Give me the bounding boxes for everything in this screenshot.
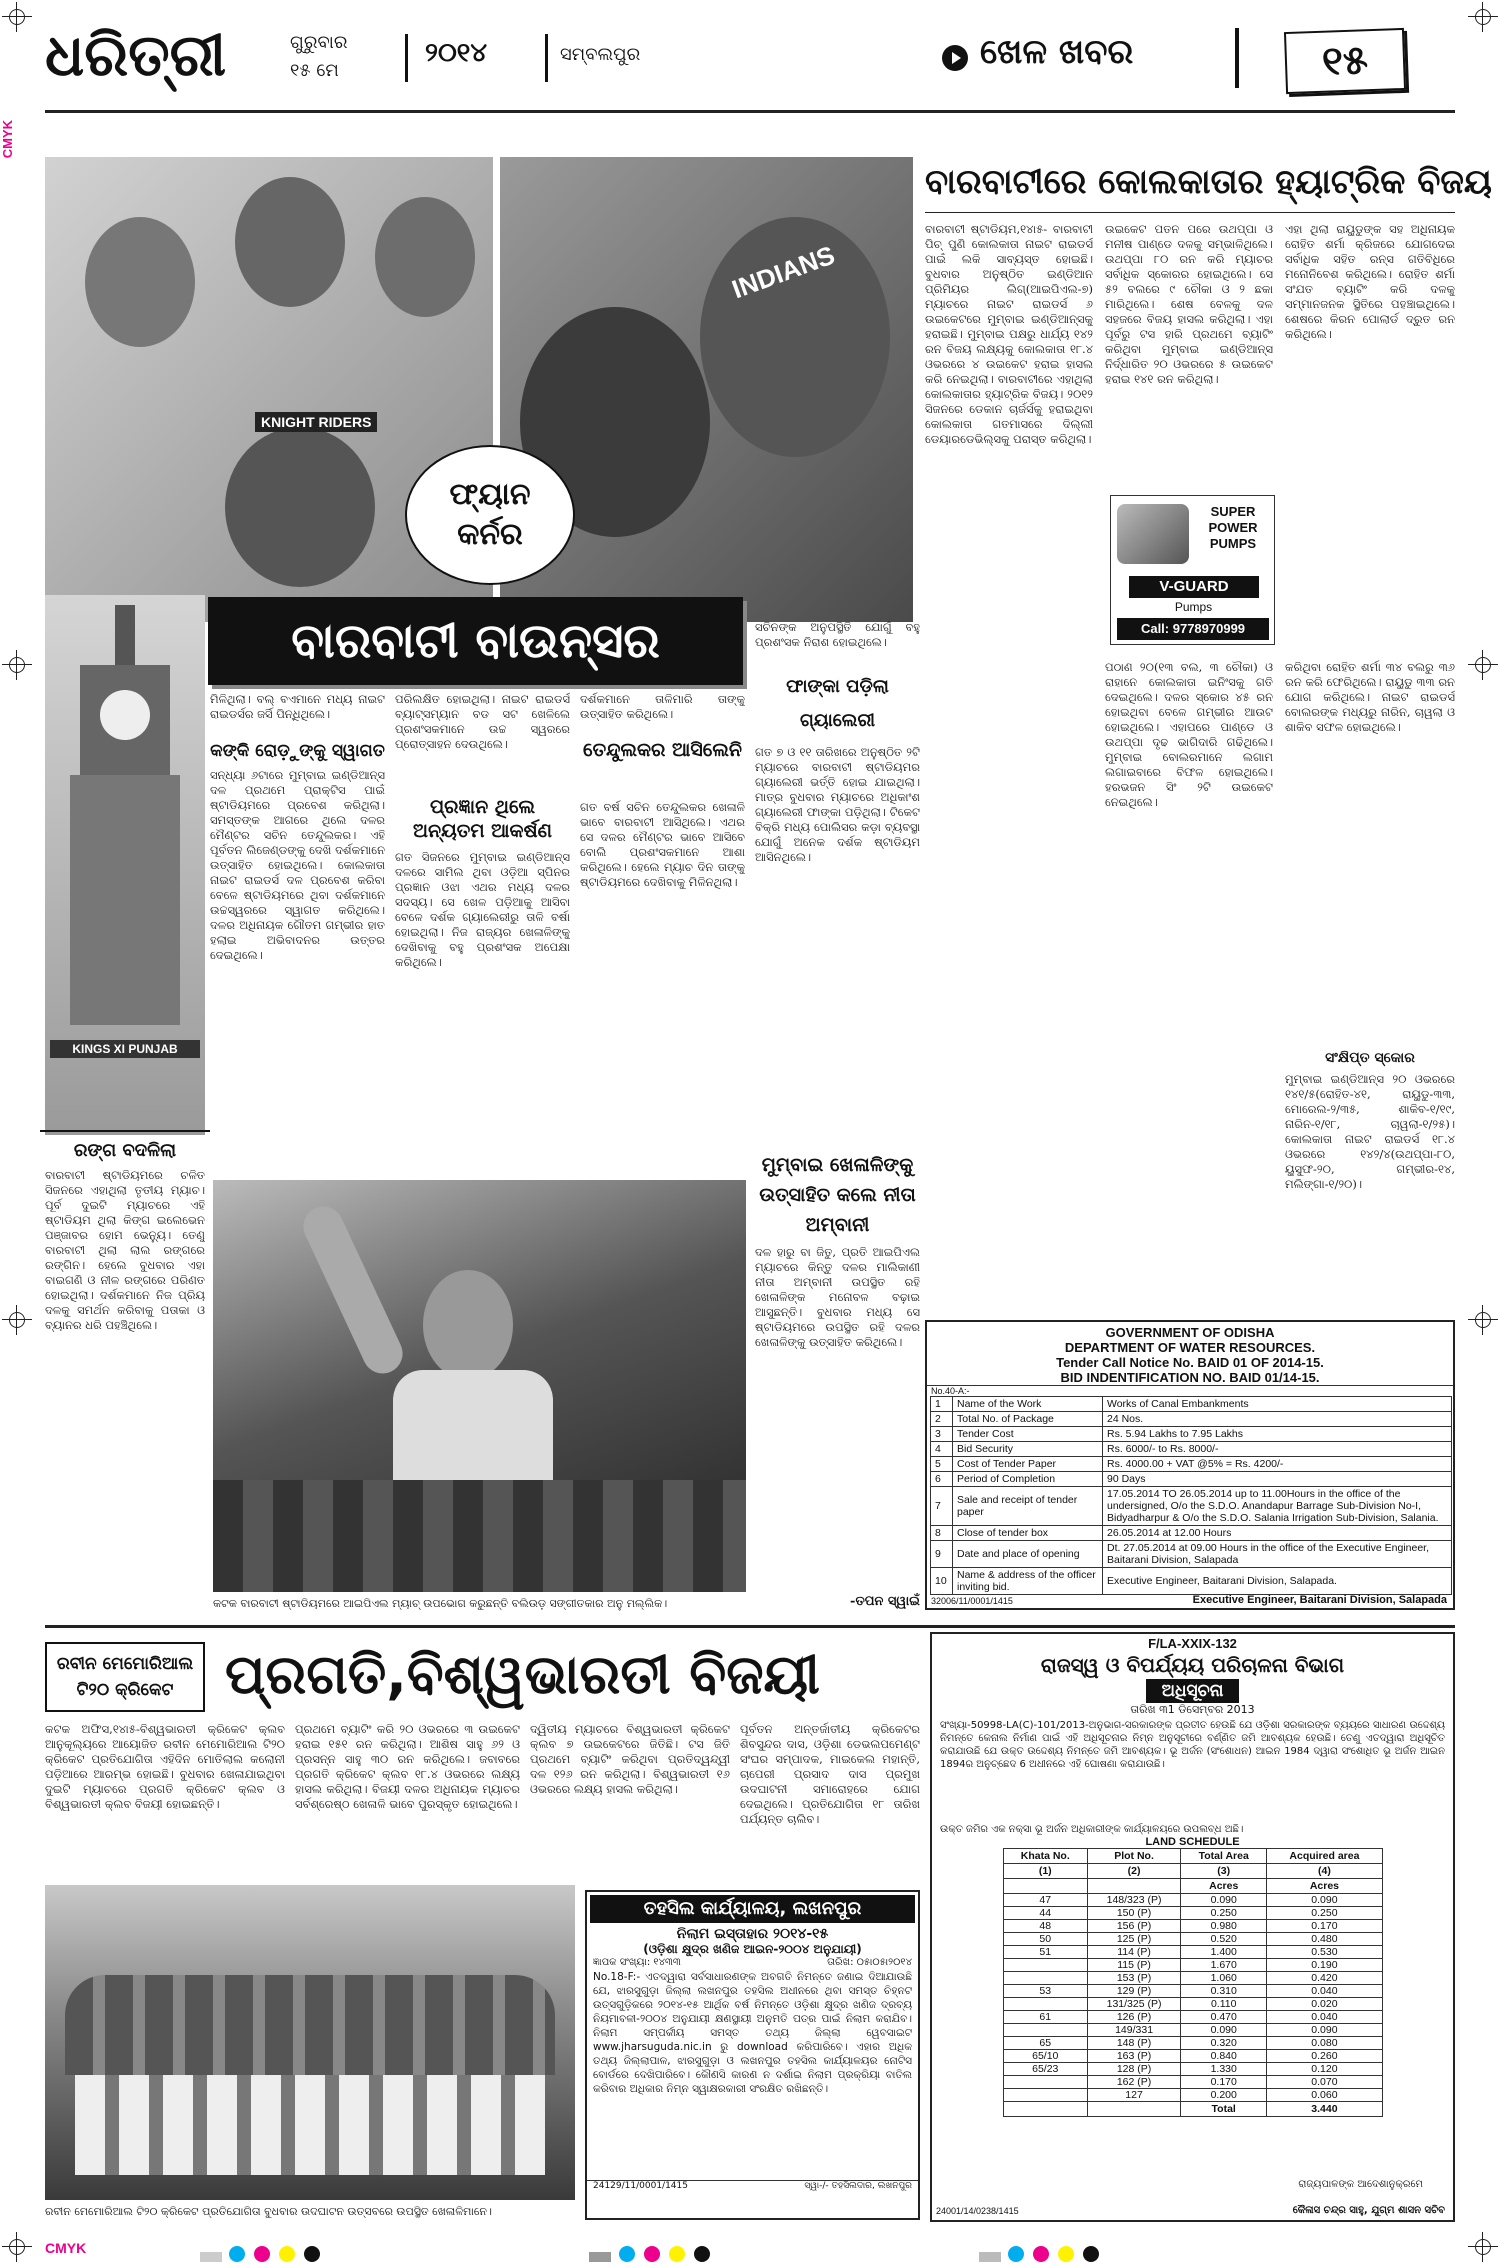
tender-row-number: 3 [931, 1427, 953, 1442]
face-shape [85, 217, 195, 347]
ad-brand-top: SUPER POWER PUMPS [1208, 504, 1258, 551]
land-cell: 0.520 [1181, 1933, 1267, 1946]
land-row [1003, 2063, 1382, 2076]
land-cell: 0.090 [1267, 2024, 1382, 2037]
sub-head-welcome: କଙ୍କି ରୋଡ଼ୁଙ୍କୁ ସ୍ୱାଗତ [210, 741, 385, 761]
main-story-col-1: ବାରବାଟୀ ଷ୍ଟାଡିୟମ,୧୪ା୫- ବାରବାଟୀ ପିଚ୍ ପୁଣି କୋଲକାତା ନାଇଟ ରାଇଡର୍ସ ପାଇଁ ଲକି ସାବ୍ୟସ୍ତ ହୋଇଛି। ବୁଧବାର ଅନୁଷ୍ଠିତ ଇଣ୍ଡିଆନ ପ୍ରିମିୟର ଲିଗ୍(ଆଇପିଏଲ-୭) ମ୍ୟାଚରେ ନାଇଟ ରାଇଡର୍ସ ୬ ଉଇକେଟରେ ମୁମ୍ବାଇ ଇଣ୍ଡିଆନ୍ସକୁ ହରାଇଛି। ମୁମ୍ବାଇ ପକ୍ଷରୁ ଧାର୍ଯ୍ୟ ୧୪୨ ରନ ବିଜୟ ଲକ୍ଷ୍ୟକୁ କୋଲକାତା ୧୮.୪ ଓଭରରେ ୪ ଉଇକେଟ ହରାଇ ହାସଲ କରି ନେଇଥିଲା। ବାରବାଟୀରେ ଏହାଥିଲା କୋଲକାତାର ହ୍ୟାଟ୍ରିକ ବିଜୟ। ୨୦୧୨ ସିଜନରେ ଡେକାନ ଚାର୍ଜର୍ସକୁ ହରାଇଥିବା କୋଲକାତା ଗତମାସରେ ଦିଲ୍ଲୀ ଡେୟାରଡେଭିଲ୍ସକୁ ପରାସ୍ତ କରିଥିଲା। [925, 222, 1093, 446]
colour-swatch [200, 2252, 222, 2262]
land-department: ରାଜସ୍ୱ ଓ ବିପର୍ଯ୍ୟୟ ପରିଚାଳନା ବିଭାଗ [1040, 1653, 1345, 1677]
auction-subtitle-2: (ଓଡ଼ିଶା କ୍ଷୁଦ୍ର ଖଣିଜ ଆଇନ-୨୦୦୪ ଅନୁଯାୟୀ) [643, 1942, 862, 1956]
tender-row-value: Rs. 5.94 Lakhs to 7.95 Lakhs [1103, 1427, 1452, 1442]
sub-head-tendulkar: ତେନ୍ଦୁଲକର ଆସିଲେନି [583, 739, 742, 761]
land-total-cell [1088, 2102, 1181, 2117]
land-row [1003, 1894, 1382, 1907]
land-cell: 115 (P) [1088, 1959, 1181, 1972]
registration-mark [1468, 2, 1498, 32]
auction-notice [585, 1890, 920, 2220]
face-shape [225, 427, 375, 587]
tender-row [931, 1442, 1452, 1457]
cmyk-bottom-label: CMYK [45, 2240, 87, 2256]
land-cell: 0.120 [1267, 2063, 1382, 2076]
anu-malik-caption: କଟକ ବାରବାଟୀ ଷ୍ଟାଡିୟମରେ ଆଇପିଏଲ ମ୍ୟାଚ୍ ଉପଭୋଗ କରୁଛନ୍ତି ବଲିଉଡ଼ ସଙ୍ଗୀତକାର ଅନୁ ମଲ୍ଲିକ। [213, 1597, 668, 1610]
colour-dot-magenta [644, 2246, 660, 2262]
tender-row [931, 1568, 1452, 1595]
main-headline: ବାରବାଟୀରେ କୋଲକାତାର ହ୍ୟାଟ୍ରିକ ବିଜୟ [925, 162, 1492, 202]
tender-row-field: Sale and receipt of tender paper [953, 1487, 1103, 1526]
byline: -ତପନ ସ୍ୱାଇଁ [850, 1594, 920, 1609]
land-row [1003, 1985, 1382, 1998]
registration-mark [1468, 1305, 1498, 1335]
land-date: ତାରିଖ ୩1 ଡିସେମ୍ବର 2013 [1130, 1703, 1255, 1716]
colour-dot-black [694, 2246, 710, 2262]
land-cell: 148/323 (P) [1088, 1894, 1181, 1907]
land-header-cell: Acres [1267, 1879, 1382, 1894]
tower-spire [115, 605, 135, 665]
tower-sign: KINGS XI PUNJAB [50, 1040, 200, 1058]
tender-notice [925, 1320, 1455, 1610]
tender-row [931, 1427, 1452, 1442]
tender-row [931, 1541, 1452, 1568]
cricket-col-mid-2: ଦ୍ୱିତୀୟ ମ୍ୟାଚରେ ବିଶ୍ୱଭାରତୀ କ୍ରିକେଟ କ୍ଲବ ୭ ଉଇକେଟରେ ଜିତିଛି। ଟସ ଜିତି ପ୍ରଥମେ ବ୍ୟାଟିଂ କରିଥିବା ପ୍ରତିଦ୍ୱନ୍ଦ୍ୱୀ ଦଳ ୧୨୬ ରନ କରିଥିଲା। ବିଶ୍ୱଭାରତୀ ୧୬ ଓଭରରେ ଲକ୍ଷ୍ୟ ହାସଲ କରିଥିଲା। [530, 1722, 730, 1796]
land-cell: 127 [1088, 2089, 1181, 2102]
land-header-row [1003, 1864, 1382, 1879]
land-notice-title: ଅଧିସୂଚନା [1146, 1679, 1240, 1703]
land-cell: 0.190 [1267, 1959, 1382, 1972]
feature-headline-box [208, 597, 743, 685]
tender-row [931, 1487, 1452, 1526]
colour-bar [200, 2246, 1300, 2260]
land-cell: 1.670 [1181, 1959, 1267, 1972]
land-header-cell [1088, 1879, 1181, 1894]
tender-row-field: Close of tender box [953, 1526, 1103, 1541]
land-cell: 0.260 [1267, 2050, 1382, 2063]
brief-score-text: ମୁମ୍ବାଇ ଇଣ୍ଡିଆନ୍ସ ୨୦ ଓଭରରେ ୧୪୧/୫(ରୋହିତ-୪୧, ରାୟୁଡୁ-୩୩, ମୋରେଲ-୨/୩୫, ଶାକିବ-୧/୧୯, ନାରିନ-୧/୧୮, ଚାୱଲା-୧/୨୫)। କୋଲକାତା ନାଇଟ ରାଇଡର୍ସ ୧୮.୪ ଓଭରରେ ୧୪୨/୪(ଉଥପ୍ପା-୮୦, ୟୁସୁଫ-୨୦, ଗମ୍ଭୀର-୧୪, ମଲିଙ୍ଗା-୧/୨୦)। [1285, 1072, 1455, 1191]
land-header-cell: Total Area [1181, 1849, 1267, 1864]
land-cell: 0.480 [1267, 1933, 1382, 1946]
cricket-headline: ପ୍ରଗତି,ବିଶ୍ୱଭାରତୀ ବିଜୟୀ [225, 1643, 820, 1706]
land-header-cell: (3) [1181, 1864, 1267, 1879]
person-head [423, 1270, 513, 1380]
land-cell: 148 (P) [1088, 2037, 1181, 2050]
land-cell: 0.170 [1267, 1920, 1382, 1933]
land-header-cell: (4) [1267, 1864, 1382, 1879]
play-icon [942, 45, 968, 71]
masthead-day: ଗୁରୁବାର [290, 32, 348, 53]
tender-row-value: Dt. 27.05.2014 at 09.00 Hours in the office of the Executive Engineer, Baitarani Division, Salapada [1103, 1541, 1452, 1568]
feature-col-3-top: ଦର୍ଶକମାନେ ତାଳିମାରି ତାଙ୍କୁ ଉତ୍ସାହିତ କରିଥିଲେ। [580, 692, 745, 721]
tender-table [930, 1396, 1452, 1595]
land-cell: 0.080 [1267, 2037, 1382, 2050]
page-number-box [1284, 28, 1406, 94]
land-cell: 1.060 [1181, 1972, 1267, 1985]
clock-face [100, 690, 150, 740]
land-cell: 0.090 [1181, 1894, 1267, 1907]
auction-date: ତାରିଖ: ୦୫ା୦୫ା୨୦୧୪ [827, 1957, 912, 1968]
land-notice [930, 1632, 1455, 2222]
cmyk-side-label: CMYK [0, 120, 15, 159]
tender-row-field: Date and place of opening [953, 1541, 1103, 1568]
land-cell: 50 [1003, 1933, 1088, 1946]
land-cell: 65/23 [1003, 2063, 1088, 2076]
land-row [1003, 2089, 1382, 2102]
masthead-date: ୧୫ ମେ [290, 60, 339, 81]
land-cell: 0.040 [1267, 1985, 1382, 1998]
land-row [1003, 2050, 1382, 2063]
land-cell: 149/331 [1088, 2024, 1181, 2037]
colour-dot-cyan [1008, 2246, 1024, 2262]
colour-dot-yellow [669, 2246, 685, 2262]
land-cell: 0.840 [1181, 2050, 1267, 2063]
colour-dot-magenta [254, 2246, 270, 2262]
masthead-logo: ଧରିତ୍ରୀ [45, 21, 227, 89]
sub-head-nita-ambani: ମୁମ୍ବାଇ ଖେଳାଳିଙ୍କୁ ଉତ୍ସାହିତ କଲେ ନୀତା ଅମ୍ବାନୀ [759, 1154, 916, 1236]
ad-brand: V-GUARD [1129, 576, 1259, 598]
land-row [1003, 1959, 1382, 1972]
land-cell: 125 (P) [1088, 1933, 1181, 1946]
feature-col-1-top: ମିଳିଥିଲା। ବଲ୍ ବଏମାନେ ମଧ୍ୟ ନାଇଟ ରାଇଡର୍ସର ଜର୍ସି ପିନ୍ଧିଥିଲେ। [210, 692, 385, 721]
page-number: ୧୫ [1321, 37, 1369, 85]
rule [40, 1130, 210, 1132]
tender-row-value: Rs. 4000.00 + VAT @5% = Rs. 4200/- [1103, 1457, 1452, 1472]
land-cell: 0.980 [1181, 1920, 1267, 1933]
land-cell: 0.420 [1267, 1972, 1382, 1985]
ad-phone: Call: 9778970999 [1117, 618, 1269, 640]
masthead-year: ୨୦୧୪ [425, 38, 487, 68]
tender-row-number: 1 [931, 1397, 953, 1412]
land-schedule-title: LAND SCHEDULE [1145, 1836, 1240, 1848]
land-cell: 47 [1003, 1894, 1088, 1907]
land-cell: 0.310 [1181, 1985, 1267, 1998]
crowd [213, 1480, 746, 1592]
land-row [1003, 1946, 1382, 1959]
colour-dot-yellow [1058, 2246, 1074, 2262]
colour-dot-cyan [229, 2246, 245, 2262]
cricket-col-right: ପୂର୍ବତନ ଅନ୍ତର୍ଜାତୀୟ କ୍ରିକେଟର ଶିବସୁନ୍ଦର ଦାସ, ଓଡ଼ିଶା ଡେଭଲପମେଣ୍ଟ ସଂଘର ସମ୍ପାଦକ, ମାଇକେଲ ମହାନ୍ତି, ଚାପେରୀ ପ୍ରସାଦ ଦାସ ପ୍ରମୁଖ ଉଦଘାଟନୀ ସମାରୋହରେ ଯୋଗ ଦେଇଥିଲେ। ପ୍ରତିଯୋଗିତା ୧୮ ତାରିଖ ପର୍ଯ୍ୟନ୍ତ ଚାଲିବ। [740, 1722, 920, 1826]
land-header-row [1003, 1879, 1382, 1894]
colour-dot-yellow [279, 2246, 295, 2262]
auction-body: No.18-F:- ଏତଦ୍ୱାରା ସର୍ବସାଧାରଣଙ୍କ ଅବଗତି ନିମନ୍ତେ ଜଣାଇ ଦିଆଯାଉଛି ଯେ, ଝାରସୁଗୁଡ଼ା ଜିଲ୍ଲା ଲଖନପୁର ତହସିଲ ଅଧୀନରେ ଥିବା ସମସ୍ତ ଚିହ୍ନଟ ଉତ୍ସଗୁଡ଼ିକରେ ୨୦୧୪-୧୫ ଆର୍ଥିକ ବର୍ଷ ନିମନ୍ତେ ଓଡ଼ିଶା କ୍ଷୁଦ୍ର ଖଣିଜ ଦ୍ରବ୍ୟ ନିୟମାବଳୀ-୨୦୦୪ ଅନୁଯାୟୀ କ୍ଷଣସ୍ଥାୟୀ ଅନୁମତି ପତ୍ର ପାଇଁ ନିଲାମ କରାଯିବ। ନିଲାମ ସମ୍ପର୍କୀୟ ସମସ୍ତ ତଥ୍ୟ ଜିଲ୍ଲା ୱେବସାଇଟ www.jharsuguda.nic.in ରୁ download କରିପାରିବେ। ଏହାର ଅଧିକ ତଥ୍ୟ ଜିଲ୍ଲାପାଳ, ଝାରସୁଗୁଡ଼ା ଓ ଲଖନପୁର ତହସିଲ କାର୍ଯ୍ୟାଳୟର ନୋଟିସ ବୋର୍ଡରେ ଦେଖିପାରିବେ। କୌଣସି କାରଣ ନ ଦର୍ଶାଇ ନିଲାମ ପ୍ରକ୍ରିୟା ବାତିଲ କରିବାର ଅଧିକାର ନିମ୍ନ ସ୍ୱାକ୍ଷରକାରୀ ସଂରକ୍ଷିତ ରଖିଛନ୍ତି। [593, 1971, 912, 2095]
main-story-col-2: ଉଇକେଟ ପତନ ପରେ ଉଥପ୍ପା ଓ ମନୀଷ ପାଣ୍ଡେ ଦଳକୁ ସମ୍ଭାଳିଥିଲେ। ଉଥପ୍ପା ୮୦ ରନ କରି ମ୍ୟାଚର ସର୍ବାଧିକ ସ୍କୋରର ହୋଇଥିଲେ। ସେ ୫୨ ବଲରେ ୯ ଚୌକା ଓ ୨ ଛକା ମାରିଥିଲେ। ଶେଷ ବେଳକୁ ଦଳ ସହଜରେ ବିଜୟ ହାସଲ କରିଥିଲା। ଏହା ପୂର୍ବରୁ ଟସ ହାରି ପ୍ରଥମେ ବ୍ୟାଟିଂ କରିଥିବା ମୁମ୍ବାଇ ଇଣ୍ଡିଆନ୍ସ ନିର୍ଦ୍ଧାରିତ ୨୦ ଓଭରରେ ୫ ଉଇକେଟ ହରାଇ ୧୪୧ ରନ କରିଥିଲା। [1105, 222, 1273, 386]
land-header-cell: Acquired area [1267, 1849, 1382, 1864]
colour-dot-cyan [619, 2246, 635, 2262]
auction-subtitle: ନିଲାମ ଇସ୍ତାହାର ୨୦୧୪-୧୫ [676, 1926, 829, 1942]
tender-row-field: Period of Completion [953, 1472, 1103, 1487]
land-cell: 0.470 [1181, 2011, 1267, 2024]
colour-swatch [589, 2252, 611, 2262]
land-cell: 0.090 [1267, 1894, 1382, 1907]
tender-no-label: No.40-A:- [931, 1386, 970, 1396]
tender-row-field: Tender Cost [953, 1427, 1103, 1442]
land-cell: 114 (P) [1088, 1946, 1181, 1959]
tender-row [931, 1526, 1452, 1541]
land-cell: 0.530 [1267, 1946, 1382, 1959]
cricket-photo-caption: ରବୀନ ମେମୋରିଆଲ ଟି୨୦ କ୍ରିକେଟ ପ୍ରତିଯୋଗିତା ବୁଧବାର ଉଦଘାଟନ ଉତ୍ସବରେ ଉପସ୍ଥିତ ଖେଳାଳିମାନେ। [45, 2205, 492, 2218]
land-row [1003, 2037, 1382, 2050]
feature-col-2-top: ପରିଲକ୍ଷିତ ହୋଇଥିଲା। ନାଇଟ ରାଇଡର୍ସ ବ୍ୟାଟ୍ସମ୍ୟାନ ବଡ ସଟ ଖେଳିଲେ ପ୍ରଶଂସକମାନେ ଉଚ୍ଚ ସ୍ୱରରେ ପ୍ରୋତ୍ସାହନ ଦେଉଥିଲେ। [395, 692, 570, 751]
tender-row-field: Total No. of Package [953, 1412, 1103, 1427]
anu-malik-photo [213, 1180, 746, 1592]
tender-row-number: 6 [931, 1472, 953, 1487]
tender-title-1: GOVERNMENT OF ODISHA [1105, 1325, 1275, 1340]
registration-mark [2, 1305, 32, 1335]
land-body-2: ଉକ୍ତ ଜମିର ଏକ ନକ୍ସା ଭୂ ଅର୍ଜନ ଅଧିକାରୀଙ୍କ କାର୍ଯ୍ୟାଳୟରେ ଉପଲବ୍ଧ ଅଛି। [940, 1824, 1244, 1835]
auction-footer-code: 24129/11/0001/1415 [593, 2181, 688, 2191]
registration-mark [1468, 2232, 1498, 2262]
land-ref: F/LA-XXIX-132 [1148, 1636, 1237, 1651]
main-story-col-3-lower: କରିଥିବା ରୋହିତ ଶର୍ମା ୩୪ ବଲରୁ ୩୬ ରନ କରି ଫେରିଥିଲେ। ରାୟୁଡୁ ୩୩ ରନ ଯୋଗ କରିଥିଲେ। ନାଇଟ ରାଇଡର୍ସ ବୋଲରଙ୍କ ମଧ୍ୟରୁ ନାରିନ, ଚାୱଲା ଓ ଶାକିବ ସଫଳ ହୋଇଥିଲେ। [1285, 660, 1455, 734]
land-cell: 0.170 [1181, 2076, 1267, 2089]
land-cell: 0.320 [1181, 2037, 1267, 2050]
tender-row-value: 17.05.2014 TO 26.05.2014 up to 11.00Hours in the office of the undersigned, O/o the S.D.O. Anandapur Barrage Sub-Division No-I, Bidyadharpur & O/o the S.D.O. Salania Irrigation Sub-Division, Salania. [1103, 1487, 1452, 1526]
tender-footer-signature: Executive Engineer, Baitarani Division, Salapada [1192, 1594, 1447, 1606]
tender-row [931, 1457, 1452, 1472]
land-header-cell: (2) [1088, 1864, 1181, 1879]
land-header-cell: (1) [1003, 1864, 1088, 1879]
tender-row-field: Bid Security [953, 1442, 1103, 1457]
land-row [1003, 2011, 1382, 2024]
land-cell: 65 [1003, 2037, 1088, 2050]
land-cell [1003, 1998, 1088, 2011]
masthead-rule [45, 110, 1455, 113]
tender-row-value: 90 Days [1103, 1472, 1452, 1487]
colour-dot-magenta [1033, 2246, 1049, 2262]
fan-corner-badge [405, 445, 575, 585]
feature-headline: ବାରବାଟୀ ବାଉନ୍ସର [291, 613, 660, 669]
land-header-cell: Khata No. [1003, 1849, 1088, 1864]
land-header-row [1003, 1849, 1382, 1864]
land-cell: 129 (P) [1088, 1985, 1181, 1998]
ad-product: Pumps [1174, 600, 1213, 614]
face-shape [235, 177, 345, 307]
tower-body [70, 775, 180, 1025]
land-cell: 156 (P) [1088, 1920, 1181, 1933]
tender-footer-code: 32006/11/0001/1415 [931, 1596, 1013, 1606]
land-cell: 0.070 [1267, 2076, 1382, 2089]
masthead [45, 18, 1455, 113]
feature-col-4-top: ସଚିନଙ୍କ ଅନୁପସ୍ଥିତି ଯୋଗୁଁ ବହୁ ପ୍ରଶଂସକ ନିରାଶ ହୋଇଥିଲେ। [755, 620, 920, 649]
land-cell: 0.250 [1181, 1907, 1267, 1920]
cricket-col-left: କଟକ ଅଫିସ,୧୪ା୫-ବିଶ୍ୱଭାରତୀ କ୍ରିକେଟ କ୍ଲବ ଆନୁକୂଲ୍ୟରେ ଆୟୋଜିତ ରବୀନ ମେମୋରିଆଲ ଟି୨୦ କ୍ରିକେଟ ପ୍ରତିଯୋଗିତା ଏହିଦିନ ମୋତିଲାଲ କଲୋନୀ ପଡ଼ିଆରେ ଆରମ୍ଭ ହୋଇଛି। ବୁଧବାର ଖେଳାଯାଇଥିବା ଦୁଇଟି ମ୍ୟାଚରେ ପ୍ରଗତି କ୍ରିକେଟ କ୍ଲବ ଓ ବିଶ୍ୱଭାରତୀ କ୍ଲବ ବିଜୟୀ ହୋଇଛନ୍ତି। [45, 1722, 285, 1811]
land-cell: 0.090 [1181, 2024, 1267, 2037]
tender-row-field: Name of the Work [953, 1397, 1103, 1412]
cricket-team-photo [45, 1885, 575, 2200]
land-cell: 1.330 [1181, 2063, 1267, 2076]
registration-mark [2, 2232, 32, 2262]
tender-row-field: Cost of Tender Paper [953, 1457, 1103, 1472]
feature-col-4-lower: ଦଳ ହାରୁ ବା ଜିତୁ, ପ୍ରତି ଆଇପିଏଲ ମ୍ୟାଚରେ କିନ୍ତୁ ଦଳର ମାଲିକାଣୀ ନୀତା ଅମ୍ବାନୀ ଉପସ୍ଥିତ ରହି ଖେଳାଳିଙ୍କ ମନୋବଳ ବଢ଼ାଇ ଆସୁଛନ୍ତି। ବୁଧବାର ମଧ୍ୟ ସେ ଷ୍ଟାଡିୟମରେ ଉପସ୍ଥିତ ରହି ଦଳର ଖେଳାଳିଙ୍କୁ ଉତ୍ସାହିତ କରିଥିଲେ। [755, 1245, 920, 1349]
colour-dot-black [1083, 2246, 1099, 2262]
tender-row-number: 10 [931, 1568, 953, 1595]
raised-arm [297, 1200, 409, 1380]
tender-row-value: Rs. 6000/- to Rs. 8000/- [1103, 1442, 1452, 1457]
cricket-col-mid: ପ୍ରଥମେ ବ୍ୟାଟିଂ କରି ୨୦ ଓଭରରେ ୩ ଉଇକେଟ ହରାଇ ୧୫୧ ରନ କରିଥିଲା। ଆଶିଷ ସାହୁ ୬୨ ଓ ପ୍ରସନ୍ନ ସାହୁ ୩୦ ରନ କରିଥିଲେ। ଜବାବରେ ପ୍ରଗତି କ୍ରିକେଟ କ୍ଲବ ୧୮.୪ ଓଭରରେ ଲକ୍ଷ୍ୟ ହାସଲ କରିଥିଲା। ବିଜୟୀ ଦଳର ଅଧିନାୟକ ମ୍ୟାଚର ସର୍ବଶ୍ରେଷ୍ଠ ଖେଳାଳି ଭାବେ ପୁରସ୍କୃତ ହୋଇଥିଲେ। [295, 1722, 520, 1811]
land-row [1003, 2024, 1382, 2037]
land-row [1003, 1998, 1382, 2011]
tender-row-number: 7 [931, 1487, 953, 1526]
registration-mark [2, 2, 32, 32]
tender-row-number: 2 [931, 1412, 953, 1427]
registration-mark [1468, 650, 1498, 680]
face-shape [375, 197, 475, 317]
land-row [1003, 1933, 1382, 1946]
main-story-col-2-lower: ପଠାଣ ୨୦(୧୩ ବଲ, ୩ ଚୌକା) ଓ ରାହାନେ କୋଲକାତା ଇନିଂସକୁ ଗତି ଦେଇଥିଲେ। ଦଳର ସ୍କୋର ୪୫ ରନ ହୋଇଥିବା ବେଳେ ଗମ୍ଭୀର ଆଉଟ ହୋଇଥିଲେ। ଏହାପରେ ପାଣ୍ଡେ ଓ ଉଥପ୍ପା ଦୃଢ ଭାଗିଦାରି ଗଢିଥିଲେ। ମୁମ୍ବାଇ ବୋଲରମାନେ ଲଗାମ ଲଗାଇବାରେ ବିଫଳ ହୋଇଥିଲେ। ହରଭଜନ ସିଂ ୨ଟି ଉଇକେଟ ନେଇଥିଲେ। [1105, 660, 1273, 809]
land-cell: 163 (P) [1088, 2050, 1181, 2063]
team-row-front [75, 2075, 545, 2175]
land-cell: 0.020 [1267, 1998, 1382, 2011]
land-cell: 61 [1003, 2011, 1088, 2024]
tender-row-field: Name & address of the officer inviting bid. [953, 1568, 1103, 1595]
brief-score-title: ସଂକ୍ଷିପ୍ତ ସ୍କୋର [1325, 1050, 1415, 1066]
land-cell: 53 [1003, 1985, 1088, 1998]
land-cell: 1.400 [1181, 1946, 1267, 1959]
feature-col-4: ଗତ ୭ ଓ ୧୧ ତାରିଖରେ ଅନୁଷ୍ଠିତ ୨ଟି ମ୍ୟାଚରେ ବାରବାଟୀ ଷ୍ଟାଡିୟମର ଗ୍ୟାଲେରୀ ଭର୍ତ୍ତି ହୋଇ ଯାଇଥିଲା। ମାତ୍ର ବୁଧବାର ମ୍ୟାଚରେ ଅଧିକାଂଶ ଗ୍ୟାଲେରୀ ଫାଙ୍କା ପଡ଼ିଥିଲା। ଟିକେଟ ବିକ୍ରି ମଧ୍ୟ ପୋଲିସର କଡ଼ା ବ୍ୟବସ୍ଥା ଯୋଗୁଁ ଅନେକ ଦର୍ଶକ ଷ୍ଟାଡିୟମ ଆସିନଥିଲେ। [755, 745, 920, 864]
feature-col-2: ଗତ ସିଜନରେ ମୁମ୍ବାଇ ଇଣ୍ଡିଆନ୍ସ ଦଳରେ ସାମିଲ ଥିବା ଓଡ଼ିଆ ସ୍ପିନର ପ୍ରଜ୍ଞାନ ଓଝା ଏଥର ମଧ୍ୟ ଦଳର ସଦସ୍ୟ। ସେ ଖେଳ ପଡ଼ିଆକୁ ଆସିବା ବେଳେ ଦର୍ଶକ ଗ୍ୟାଲେରୀରୁ ତାଳି ବର୍ଷା ହୋଇଥିଲା। ନିଜ ରାଜ୍ୟର ଖେଳାଳିଙ୍କୁ ଦେଖିବାକୁ ବହୁ ପ୍ରଶଂସକ ଅପେକ୍ଷା କରିଥିଲେ। [395, 850, 570, 969]
vguard-ad [1110, 495, 1275, 645]
land-cell: 44 [1003, 1907, 1088, 1920]
tender-title-4: BID INDENTIFICATION NO. BAID 01/14-15. [927, 1370, 1453, 1386]
land-row [1003, 1972, 1382, 1985]
land-cell: 126 (P) [1088, 2011, 1181, 2024]
land-total-row [1003, 2102, 1382, 2117]
auction-memo: ଜ୍ଞାପକ ସଂଖ୍ୟା: ୧୪୩୩ [593, 1957, 681, 1968]
section-rule [45, 1625, 1455, 1628]
tender-row-number: 4 [931, 1442, 953, 1457]
land-schedule-table [1003, 1848, 1383, 2117]
land-row [1003, 1907, 1382, 1920]
divider [545, 34, 548, 82]
land-cell [1003, 2076, 1088, 2089]
clock-tower-photo [45, 595, 205, 1135]
cricket-kicker-box [45, 1642, 205, 1712]
land-header-cell: Acres [1181, 1879, 1267, 1894]
main-story-col-3: ଏହା ଥିଲା ରାୟୁଡୁଙ୍କ ସହ ଅଧିନାୟକ ରୋହିତ ଶର୍ମା କ୍ରିଜରେ ଯୋଗଦେଇ ସର୍ବାଧିକ ସହିତ ରନ୍ସ ଗତିବିଧିରେ ମନୋନିବେଶ କରିଥିଲେ। ରୋହିତ ଶର୍ମା ସଂଯତ ବ୍ୟାଟିଂ କରି ଦଳକୁ ସମ୍ମାନଜନକ ସ୍ଥିତିରେ ପହଞ୍ଚାଇଥିଲେ। ଶେଷରେ କିରନ ପୋଲାର୍ଡ ଦ୍ରୁତ ରନ କରିଥିଲେ। [1285, 222, 1455, 341]
land-cell: 0.200 [1181, 2089, 1267, 2102]
tender-row-number: 5 [931, 1457, 953, 1472]
land-cell: 51 [1003, 1946, 1088, 1959]
tender-row-number: 9 [931, 1541, 953, 1568]
land-cell: 128 (P) [1088, 2063, 1181, 2076]
land-cell: 0.060 [1267, 2089, 1382, 2102]
registration-mark [2, 650, 32, 680]
tender-title-3: Tender Call Notice No. BAID 01 OF 2014-15. [1056, 1355, 1324, 1370]
land-signature-2: କୈଳାସ ଚନ୍ଦ୍ର ସାହୁ, ଯୁଗ୍ମ ଶାସନ ସଚିବ [1292, 2205, 1445, 2216]
land-cell: 162 (P) [1088, 2076, 1181, 2089]
pump-image [1117, 504, 1189, 564]
feature-col-3: ଗତ ବର୍ଷ ସଚିନ ତେନ୍ଦୁଲକର ଖେଳାଳି ଭାବେ ବାରବାଟୀ ଆସିଥିଲେ। ଏଥର ସେ ଦଳର ମୈଣ୍ଟର ଭାବେ ଆସିବେ ବୋଲି ପ୍ରଶଂସକମାନେ ଆଶା କରିଥିଲେ। ହେଲେ ମ୍ୟାଚ ଦିନ ତାଙ୍କୁ ଷ୍ଟାଡିୟମରେ ଦେଖିବାକୁ ମିଳିନଥିଲା। [580, 800, 745, 889]
land-cell [1003, 1972, 1088, 1985]
land-cell: 0.110 [1181, 1998, 1267, 2011]
tender-row [931, 1412, 1452, 1427]
land-total-cell [1003, 2102, 1088, 2117]
divider [405, 34, 408, 82]
land-cell [1003, 1959, 1088, 1972]
feature-left-col: ବାରବାଟୀ ଷ୍ଟାଡିୟମରେ ଚଳିତ ସିଜନରେ ଏହାଥିଲା ତୃତୀୟ ମ୍ୟାଚ। ପୂର୍ବ ଦୁଇଟି ମ୍ୟାଚରେ ଏହି ଷ୍ଟାଡିୟମ ଥିଲା କିଙ୍ଗ ଇଲେଭେନ ପଞ୍ଜାବର ହୋମ ଭେନ୍ୟୁ। ତେଣୁ ବାରବାଟୀ ଥିଲା ଲାଲ ରଙ୍ଗରେ ରଙ୍ଗିନ। ହେଲେ ବୁଧବାର ଏହା ବାଇଗଣି ଓ ନୀଳ ରଙ୍ଗରେ ପରିଣତ ହୋଇଥିଲା। ଦର୍ଶକମାନେ ନିଜ ପ୍ରିୟ ଦଳକୁ ସମର୍ଥନ କରିବାକୁ ପତାକା ଓ ବ୍ୟାନର ଧରି ପହଞ୍ଚିଥିଲେ। [45, 1168, 205, 1332]
tender-row [931, 1472, 1452, 1487]
land-cell: 0.040 [1267, 2011, 1382, 2024]
auction-title: ତହସିଲ କାର୍ଯ୍ୟାଳୟ, ଲଖନପୁର [590, 1895, 915, 1923]
land-cell: 131/325 (P) [1088, 1998, 1181, 2011]
tender-title-2: DEPARTMENT OF WATER RESOURCES. [1064, 1340, 1316, 1355]
sub-head-pragyan: ପ୍ରଜ୍ଞାନ ଥିଲେ ଅନ୍ୟତମ ଆକର୍ଷଣ [413, 796, 552, 842]
tender-row-value: Works of Canal Embankments [1103, 1397, 1452, 1412]
headline-rule [925, 212, 1455, 213]
tender-row-number: 8 [931, 1526, 953, 1541]
land-total-cell: Total [1181, 2102, 1267, 2117]
land-cell: 153 (P) [1088, 1972, 1181, 1985]
sub-head-colour-change: ରଙ୍ଗ ବଦଳିଲା [73, 1140, 177, 1161]
sub-head-empty-gallery: ଫାଙ୍କା ପଡ଼ିଲା ଗ୍ୟାଲେରୀ [786, 676, 889, 731]
tender-row-value: Executive Engineer, Baitarani Division, Salapada. [1103, 1568, 1452, 1595]
land-cell: 48 [1003, 1920, 1088, 1933]
land-footer-code: 24001/14/0238/1415 [936, 2206, 1019, 2216]
masthead-edition: ସମ୍ବଲପୁର [560, 44, 641, 65]
tender-row [931, 1397, 1452, 1412]
land-cell: 65/10 [1003, 2050, 1088, 2063]
land-cell: 150 (P) [1088, 1907, 1181, 1920]
divider [1235, 28, 1239, 88]
photo-text: KNIGHT RIDERS [255, 412, 377, 432]
land-header-cell: Plot No. [1088, 1849, 1181, 1864]
land-body: ସଂଖ୍ୟା-50998-LA(C)-101/2013-ଅନୁଭାଗ-ସରକାରଙ୍କ ପ୍ରତୀତ ହେଉଛି ଯେ ଓଡ଼ିଶା ସରକାରଙ୍କ ବ୍ୟୟରେ ସାଧାରଣ ଉଦ୍ଦେଶ୍ୟ ନିମନ୍ତେ କେନାଲ ନିର୍ମାଣ ପାଇଁ ଏହି ଅଧିସୂଚନାର ନିମ୍ନ ଅନୁସୂଚୀରେ ବର୍ଣ୍ଣିତ ଜମି ଆବଶ୍ୟକ ହେଉଛି। ତେଣୁ ଏତଦ୍ୱାରା ଅଧିସୂଚିତ କରାଯାଉଛି ଯେ ଉକ୍ତ ଉଦ୍ଦେଶ୍ୟ ନିମନ୍ତେ ଜମି ଆବଶ୍ୟକ। ଭୂ ଅର୍ଜନ (ସଂଶୋଧନ) ଆଇନ 1984 ଦ୍ୱାରା ସଂଶୋଧିତ ଭୂ ଅର୍ଜନ ଆଇନ 1894ର ଅନୁଚ୍ଛେଦ 6 ଅଧୀନରେ ଏହି ଘୋଷଣା କରାଯାଉଛି। [940, 1720, 1445, 1770]
photo-text: INDIANS [727, 239, 839, 305]
feature-col-1: ସନ୍ଧ୍ୟା ୬ଟାରେ ମୁମ୍ବାଇ ଇଣ୍ଡିଆନ୍ସ ଦଳ ପ୍ରଥମେ ପ୍ରାକ୍ଟିସ ପାଇଁ ଷ୍ଟାଡିୟମରେ ପ୍ରବେଶ କରିଥିଲା। ସମସ୍ତଙ୍କ ଆଗରେ ଥିଲେ ଦଳର ମୈଣ୍ଟର ସଚିନ ତେନ୍ଦୁଲକର। ଏହି ପୂର୍ବତନ ଲିଜେଣ୍ଡଙ୍କୁ ଦେଖି ଦର୍ଶକମାନେ ଉତ୍ସାହିତ ହୋଇଥିଲେ। କୋଲକାତା ନାଇଟ ରାଇଡର୍ସ ଦଳ ପ୍ରବେଶ କରିବା ବେଳେ ଷ୍ଟାଡିୟମରେ ଥିବା ଦର୍ଶକମାନେ ଉଚ୍ଚସ୍ୱରରେ ସ୍ୱାଗତ କରିଥିଲେ। ଦଳର ଅଧିନାୟକ ଗୌତମ ଗମ୍ଭୀର ହାତ ହଲାଇ ଅଭିବାଦନର ଉତ୍ତର ଦେଇଥିଲେ। [210, 768, 385, 962]
land-row [1003, 1920, 1382, 1933]
colour-swatch [979, 2252, 1001, 2262]
cricket-kicker: ରବୀନ ମେମୋରିଆଲ ଟି୨୦ କ୍ରିକେଟ [56, 1654, 194, 1700]
colour-dot-black [304, 2246, 320, 2262]
tender-row-value: 26.05.2014 at 12.00 Hours [1103, 1526, 1452, 1541]
land-cell: 0.250 [1267, 1907, 1382, 1920]
section-title: ଖେଳ ଖବର [980, 32, 1134, 72]
land-row [1003, 2076, 1382, 2089]
land-cell [1003, 2089, 1088, 2102]
land-total-cell: 3.440 [1267, 2102, 1382, 2117]
land-signature-1: ରାଜ୍ୟପାଳଙ୍କ ଆଦେଶାନୁକ୍ରମେ [1298, 2179, 1423, 2190]
fan-corner-label: ଫ୍ୟାନ କର୍ନର [449, 477, 531, 552]
auction-footer-signature: ସ୍ୱା-/- ତହସିଲଦାର, ଲଖନପୁର [804, 2181, 912, 2191]
land-cell [1003, 2024, 1088, 2037]
tender-row-value: 24 Nos. [1103, 1412, 1452, 1427]
land-header-cell [1003, 1879, 1088, 1894]
team-row-back [65, 1975, 555, 2075]
